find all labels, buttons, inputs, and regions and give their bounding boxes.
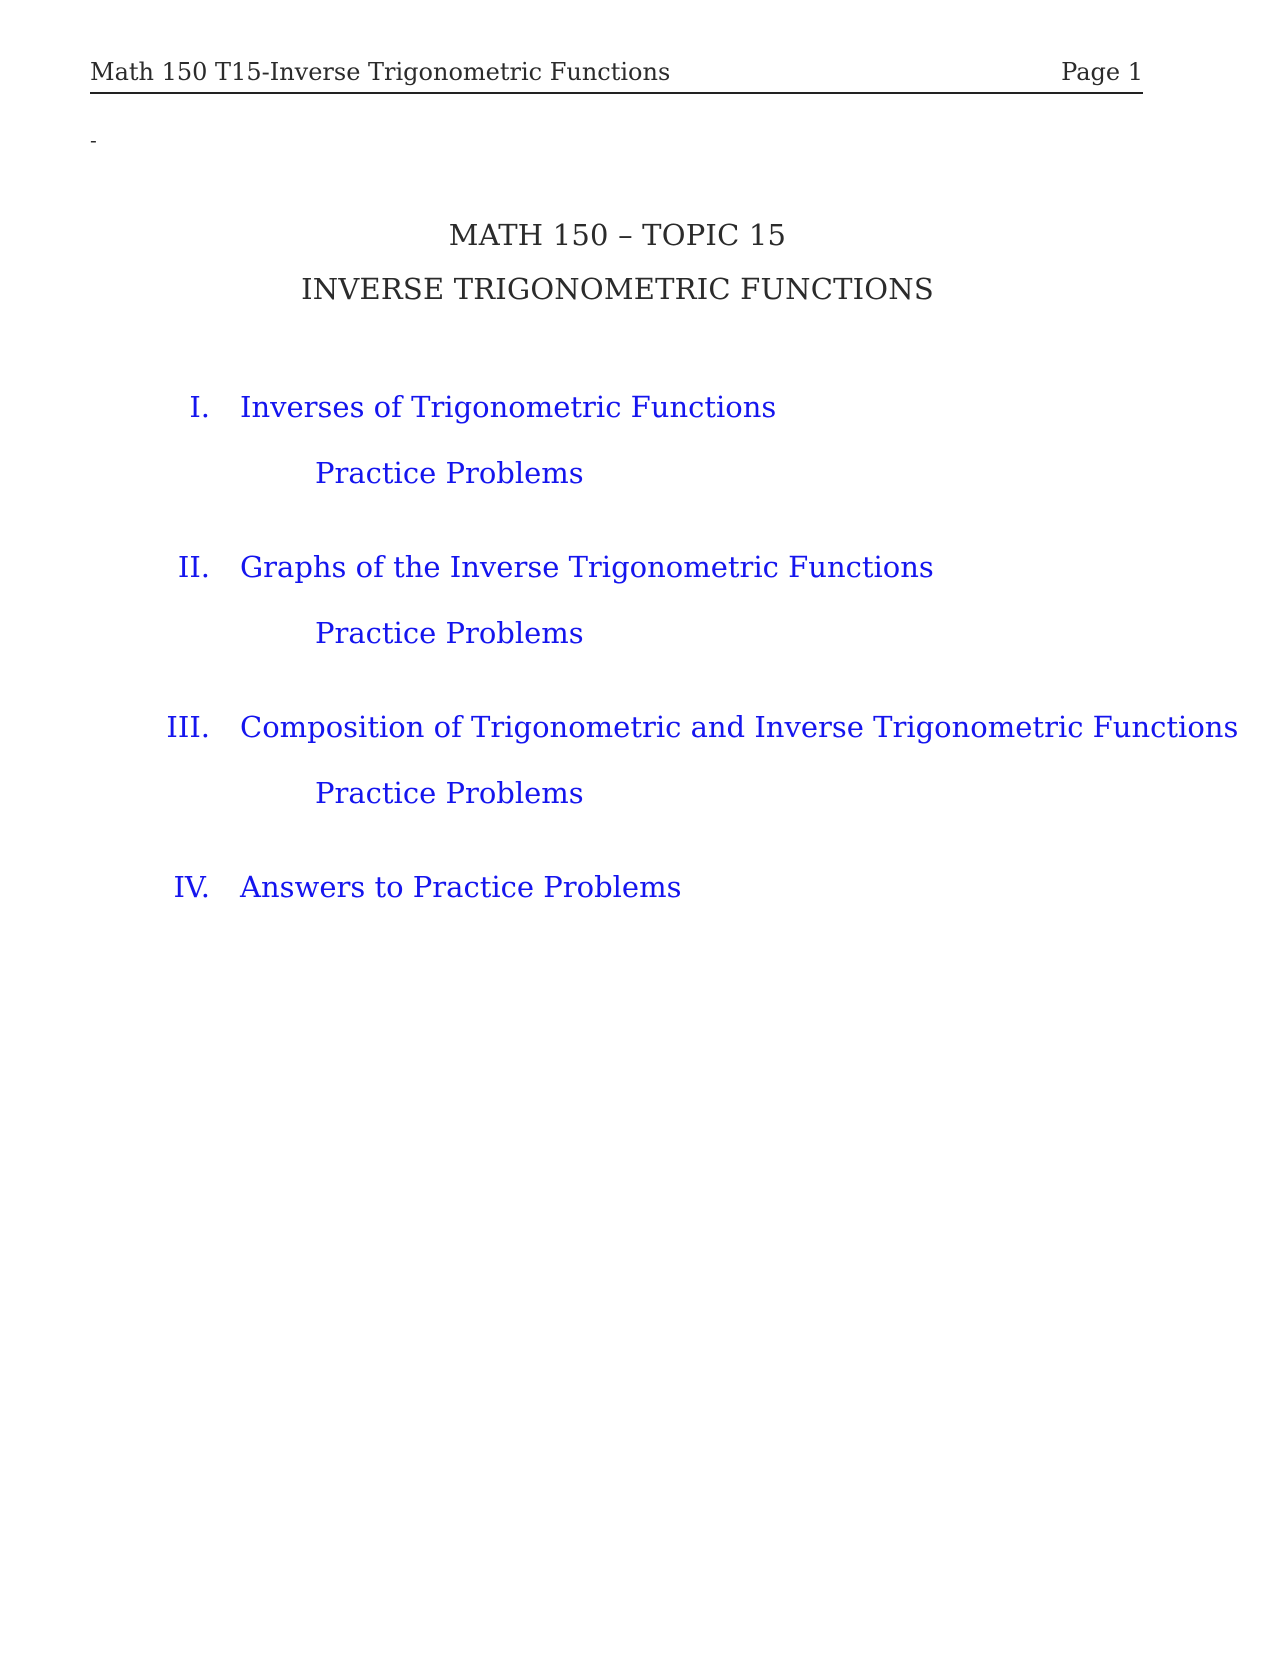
toc-link-practice-problems-1[interactable]: Practice Problems — [315, 456, 584, 490]
toc-link-inverses[interactable]: Inverses of Trigonometric Functions — [240, 390, 777, 424]
toc-link-graphs[interactable]: Graphs of the Inverse Trigonometric Functions — [240, 550, 934, 584]
toc-numeral: III. — [166, 710, 210, 744]
toc-link-answers[interactable]: Answers to Practice Problems — [240, 870, 682, 904]
page-header — [90, 58, 1143, 94]
document-title-line-1: MATH 150 – TOPIC 15 — [448, 218, 787, 252]
toc-link-practice-problems-2[interactable]: Practice Problems — [315, 616, 584, 650]
page-number: Page 1 — [1061, 58, 1143, 86]
toc-numeral: IV. — [173, 870, 210, 904]
toc-numeral: II. — [177, 550, 210, 584]
stray-mark: - — [90, 128, 97, 152]
running-title: Math 150 T15-Inverse Trigonometric Functions — [90, 58, 671, 86]
toc-link-composition[interactable]: Composition of Trigonometric and Inverse Trigonometric Functions — [240, 710, 1239, 744]
toc-link-practice-problems-3[interactable]: Practice Problems — [315, 776, 584, 810]
document-title-line-2: INVERSE TRIGONOMETRIC FUNCTIONS — [301, 272, 934, 306]
toc-numeral: I. — [189, 390, 210, 424]
